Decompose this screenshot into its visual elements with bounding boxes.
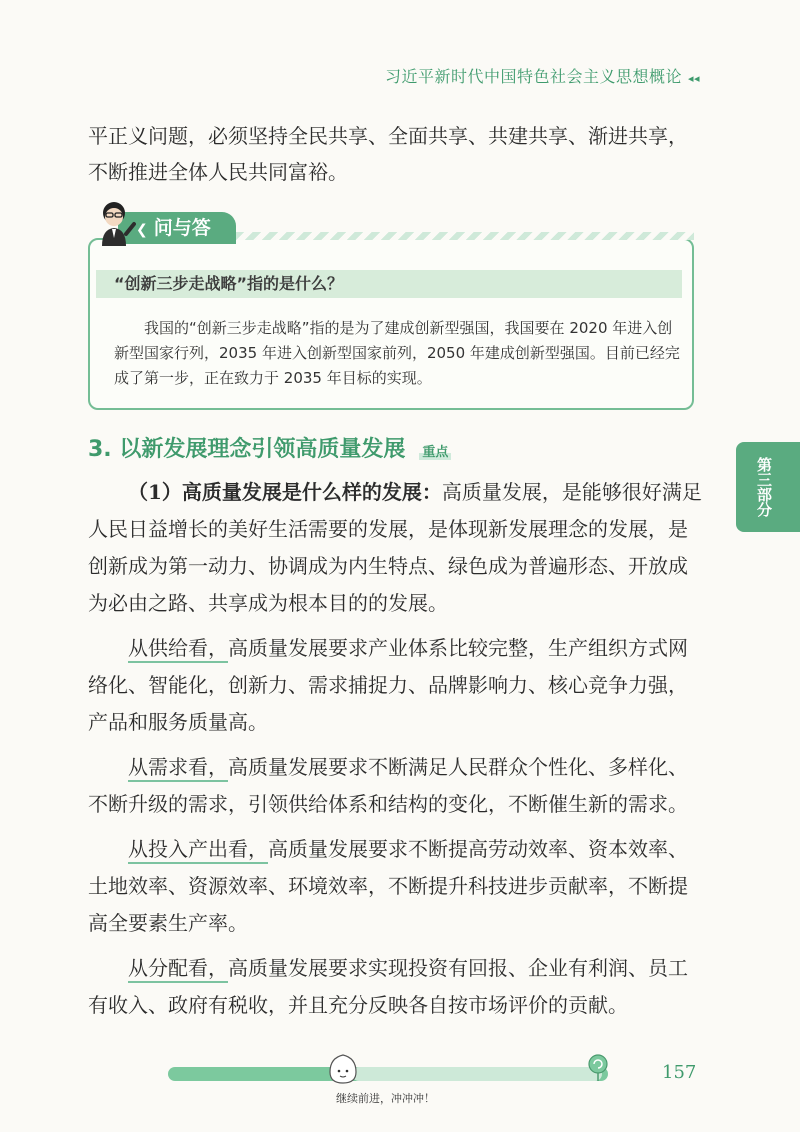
paragraph-5: [88, 950, 703, 1024]
paragraph-3: [88, 749, 703, 823]
paragraph-3-text: 高质量发展要求不断满足人民群众个性化、多样化、不断升级的需求，引领供给体系和结构的变化，不断催生新的需求。: [88, 755, 688, 816]
body-paragraphs: [88, 474, 703, 1024]
paragraph-2: [88, 630, 703, 741]
leaf-swirl-icon: [586, 1052, 612, 1082]
paragraph-4-lead: 从投入产出看，: [128, 837, 268, 864]
key-point-badge: 重点: [419, 445, 451, 460]
paragraph-2-text: 高质量发展要求产业体系比较完整，生产组织方式网络化、智能化，创新力、需求捕捉力、品牌影响力、核心竞争力强，产品和服务质量高。: [88, 636, 688, 734]
chevron-left-icon: ❮: [136, 222, 148, 238]
qa-answer: [114, 316, 682, 391]
paragraph-1: [88, 474, 703, 622]
page-number: 157: [662, 1062, 697, 1083]
mascot-icon: [96, 200, 136, 248]
intro-line-2: 不断推进全体人民共同富裕。: [88, 160, 348, 184]
section-heading: [88, 432, 451, 463]
qa-answer-text: 我国的“创新三步走战略”指的是为了建成创新型强国，我国要在 2020 年进入创新型国家行列，2035 年进入创新型国家前列，2050 年建成创新型强国。目前已经完成了第一步，正在致力于 2035 年目标的实现。: [114, 319, 680, 387]
qa-question: “创新三步走战略”指的是什么？: [96, 270, 682, 298]
intro-paragraph: [88, 118, 703, 190]
paragraph-3-lead: 从需求看，: [128, 755, 228, 782]
qa-header-stripe: [236, 232, 694, 240]
footer-progress-light: [352, 1067, 602, 1081]
footer-slogan: 继续前进，冲冲冲！: [336, 1092, 435, 1105]
running-header: [385, 64, 700, 87]
part-side-tab: 第三部分: [736, 442, 800, 532]
paragraph-1-lead: （1）高质量发展是什么样的发展：: [128, 480, 442, 504]
header-arrows-icon: ◂◂: [687, 72, 700, 85]
sprout-mascot-icon: [326, 1052, 360, 1086]
section-title: 3. 以新发展理念引领高质量发展: [88, 437, 406, 462]
paragraph-1-text: 高质量发展，是能够很好满足人民日益增长的美好生活需要的发展，是体现新发展理念的发展，是创新成为第一动力、协调成为内生特点、绿色成为普遍形态、开放成为必由之路、共享成为根本目的的发展。: [88, 480, 702, 615]
qa-label: 问与答: [153, 217, 211, 239]
paragraph-4-text: 高质量发展要求不断提高劳动效率、资本效率、土地效率、资源效率、环境效率，不断提升科技进步贡献率，不断提高全要素生产率。: [88, 837, 688, 935]
paragraph-4: [88, 831, 703, 942]
book-title: 习近平新时代中国特色社会主义思想概论: [384, 67, 682, 86]
paragraph-2-lead: 从供给看，: [128, 636, 228, 663]
intro-line-1: 平正义问题，必须坚持全民共享、全面共享、共建共享、渐进共享，: [88, 124, 688, 148]
paragraph-5-text: 高质量发展要求实现投资有回报、企业有利润、员工有收入、政府有税收，并且充分反映各自按市场评价的贡献。: [88, 956, 688, 1017]
paragraph-5-lead: 从分配看，: [128, 956, 228, 983]
